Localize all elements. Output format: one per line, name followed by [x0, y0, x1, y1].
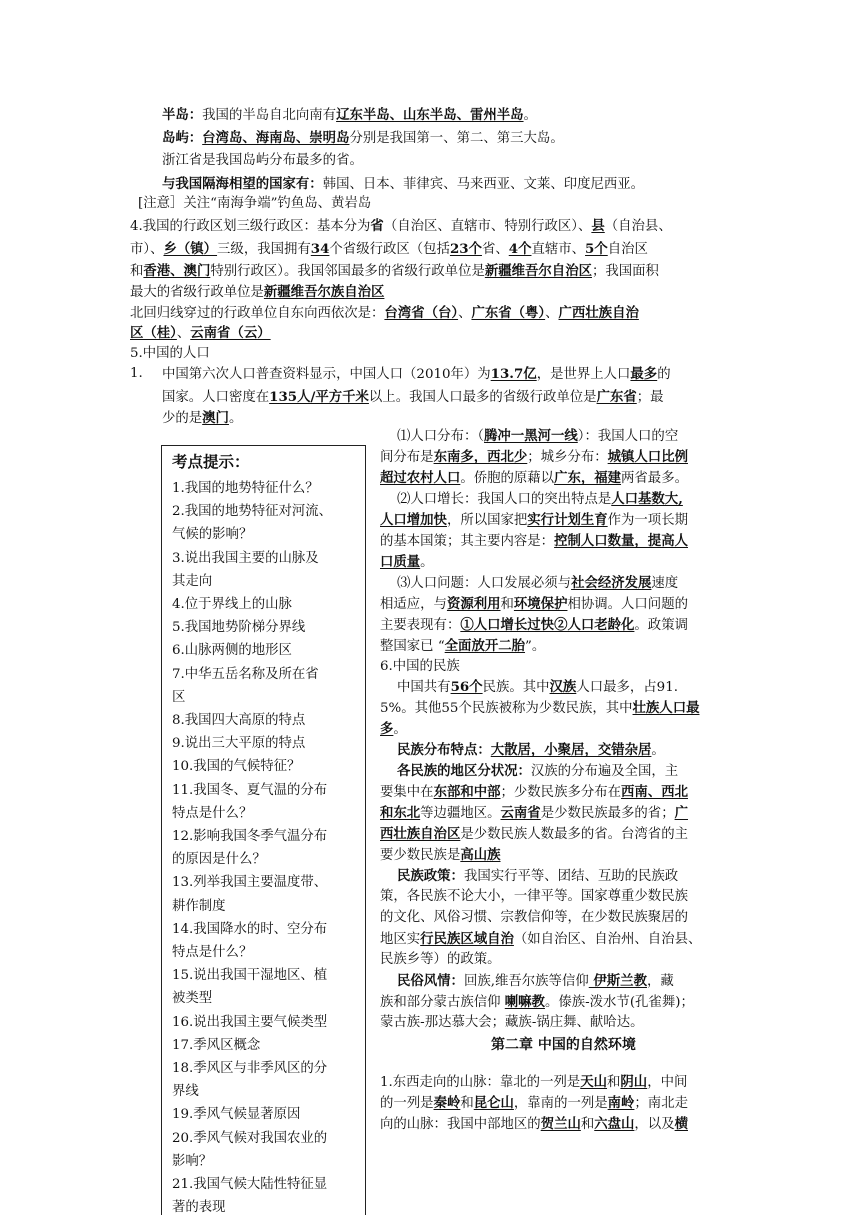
growth-line-2: 人口增加快，所以国家把实行计划生育作为一项长期: [380, 512, 688, 528]
dist-line-1: ⑴人口分布：（腾冲一黑河一线）：我国人口的空: [397, 428, 679, 444]
review-point-item: 18.季风区与非季风区的分: [172, 1061, 328, 1076]
review-point-item: 著的表现: [172, 1200, 226, 1216]
peninsula-line: 半岛：我国的半岛自北向南有辽东半岛、山东半岛、雷州半岛。: [162, 107, 537, 123]
review-point-item: 特点是什么？: [172, 805, 253, 821]
review-point-item: 14.我国降水的时、空分布: [172, 921, 328, 937]
admin-line-4: 最大的省级行政单位是新疆维吾尔族自治区: [130, 284, 385, 300]
ethnic-policy-line-3: 的文化、风俗习惯、宗教信仰等，在少数民族聚居的: [380, 910, 688, 925]
review-point-item: 5.我国地势阶梯分界线: [172, 620, 306, 636]
review-point-item: 10.我国的气候特征？: [172, 759, 301, 775]
population-heading: 5.中国的人口: [130, 346, 210, 361]
problem-line-2: 相适应，与资源利用和环境保护相协调。人口问题的: [380, 596, 688, 612]
ethnic-policy-line-2: 策，各民族不论大小，一律平等。国家尊重少数民族: [380, 889, 688, 904]
growth-line-1: ⑵人口增长：我国人口的突出特点是人口基数大,: [397, 491, 683, 507]
review-point-item: 9.说出三大平原的特点: [172, 736, 306, 752]
admin-line-3: 和香港、澳门特别行政区）。我国邻国最多的省级行政单位是新疆维吾尔自治区；我国面积: [130, 263, 659, 279]
customs-line-1: 民俗风情：回族,维吾尔族等信仰 伊斯兰教，藏: [397, 973, 674, 989]
ethnic-region-line-5: 要少数民族是高山族: [380, 847, 501, 863]
review-point-item: 被类型: [172, 991, 213, 1007]
review-point-item: 7.中华五岳名称及所在省: [172, 666, 319, 682]
admin-line-2: 市）、乡（镇）三级，我国拥有34个省级行政区（包括23个省、4个直辖市、5个自治区: [130, 241, 648, 257]
note-line: [注意］关注“南海争端”钓鱼岛、黄岩岛: [138, 196, 372, 211]
ethnic-dist-line: 民族分布特点：大散居，小聚居，交错杂居。: [397, 742, 665, 758]
growth-line-4: 口质量。: [380, 554, 434, 570]
ethnic-region-line-4: 西壮族自治区是少数民族人数最多的省。台湾省的主: [380, 826, 688, 842]
review-point-item: 15.说出我国干湿地区、植: [172, 968, 328, 984]
review-point-item: 12.影响我国冬季气温分布: [172, 829, 328, 844]
review-point-item: 6.山脉两侧的地形区: [172, 643, 292, 659]
problem-line-3: 主要表现有：①人口增长过快②人口老龄化。政策调: [380, 617, 688, 633]
review-point-item: 1.我国的地势特征什么？: [172, 481, 319, 496]
review-point-item: 13.列举我国主要温度带、: [172, 875, 328, 891]
tropic-line-1: 北回归线穿过的行政单位自东向西依次是：台湾省（台）、广东省（粤）、广西壮族自治: [130, 305, 639, 321]
dist-line-2: 间分布是东南多，西北少；城乡分布：城镇人口比例: [380, 449, 688, 465]
zhejiang-line: 浙江省是我国岛屿分布最多的省。: [162, 153, 363, 168]
review-point-item: 2.我国的地势特征对河流、: [172, 504, 333, 520]
review-point-item: 8.我国四大高原的特点: [172, 713, 306, 728]
review-point-item: 19.季风气候显著原因: [172, 1107, 301, 1123]
review-point-item: 的原因是什么？: [172, 852, 266, 868]
review-points-box: [161, 445, 366, 1215]
neighbors-line: 与我国隔海相望的国家有：韩国、日本、菲律宾、马来西亚、文莱、印度尼西亚。: [162, 176, 645, 192]
ethnic-line-1: 中国共有56个民族。其中汉族人口最多，占91.: [397, 679, 678, 695]
tropic-line-2: 区（桂）、云南省（云）: [130, 325, 271, 341]
admin-line-1: 4.我国的行政区划三级行政区：基本分为省（自治区、直辖市、特别行政区）、县（自治县、: [130, 218, 672, 234]
review-point-item: 界线: [172, 1084, 199, 1100]
problem-line-4: 整国家已 “全面放开二胎”。: [380, 638, 546, 654]
customs-line-3: 蒙古族-那达慕大会；藏族-锅庄舞、献哈达。: [380, 1015, 644, 1030]
ethnic-line-2: 5%。其他55个民族被称为少数民族，其中壮族人口最: [380, 700, 700, 716]
chapter-title: 第二章 中国的自然环境: [491, 1037, 636, 1053]
customs-line-2: 族和部分蒙古族信仰 喇嘛教。傣族-泼水节(孔雀舞)；: [380, 994, 694, 1010]
review-point-item: 16.说出我国主要气候类型: [172, 1014, 328, 1030]
growth-line-3: 的基本国策；其主要内容是：控制人口数量，提高人: [380, 533, 688, 549]
mountain-line-3: 向的山脉：我国中部地区的贺兰山和六盘山，以及横: [380, 1116, 688, 1132]
review-point-item: 4.位于界线上的山脉: [172, 597, 292, 612]
review-point-item: 20.季风气候对我国农业的: [172, 1130, 328, 1146]
mountain-line-2: 的一列是秦岭和昆仑山，靠南的一列是南岭；南北走: [380, 1095, 688, 1111]
ethnic-policy-line-4: 地区实行民族区域自治（如自治区、自治州、自治县、: [380, 931, 702, 947]
population-list-number: 1.: [130, 366, 143, 381]
population-line-1: 中国第六次人口普查资料显示，中国人口（2010年）为13.7亿，是世界上人口最多的: [162, 366, 671, 382]
problem-line-1: ⑶人口问题：人口发展必须与社会经济发展速度: [397, 575, 679, 591]
population-line-3: 少的是澳门。: [162, 410, 243, 426]
review-point-item: 3.说出我国主要的山脉及: [172, 550, 319, 566]
island-line: 岛屿：台湾岛、海南岛、崇明岛分别是我国第一、第二、第三大岛。: [162, 130, 564, 146]
review-point-item: 气候的影响？: [172, 527, 253, 543]
ethnic-region-line-1: 各民族的地区分状况：汉族的分布遍及全国，主: [397, 763, 679, 779]
ethnic-line-3: 多。: [380, 721, 407, 737]
review-point-item: 11.我国冬、夏气温的分布: [172, 782, 328, 798]
review-point-item: 其走向: [172, 573, 213, 589]
review-point-item: 17.季风区概念: [172, 1037, 261, 1053]
review-point-item: 特点是什么？: [172, 945, 253, 960]
review-point-item: 耕作制度: [172, 898, 226, 914]
review-points-title: 考点提示：: [172, 452, 250, 471]
ethnic-policy-line-1: 民族政策：我国实行平等、团结、互助的民族政: [397, 868, 679, 884]
review-point-item: 区: [172, 689, 186, 705]
population-line-2: 国家。人口密度在135人/平方千米以上。我国人口最多的省级行政单位是广东省；最: [162, 389, 664, 405]
ethnic-region-line-2: 要集中在东部和中部；少数民族多分布在西南、西北: [380, 784, 688, 800]
ethnic-policy-line-5: 民族乡等）的政策。: [380, 952, 501, 967]
review-point-item: 影响？: [172, 1153, 213, 1169]
review-point-item: 21.我国气候大陆性特征显: [172, 1177, 328, 1192]
ethnic-heading: 6.中国的民族: [380, 659, 460, 674]
mountain-line-1: 1.东西走向的山脉：靠北的一列是天山和阴山，中间: [380, 1074, 688, 1090]
dist-line-3: 超过农村人口。侨胞的原藉以广东，福建两省最多。: [380, 470, 688, 486]
ethnic-region-line-3: 和东北等边疆地区。云南省是少数民族最多的省；广: [380, 805, 688, 821]
